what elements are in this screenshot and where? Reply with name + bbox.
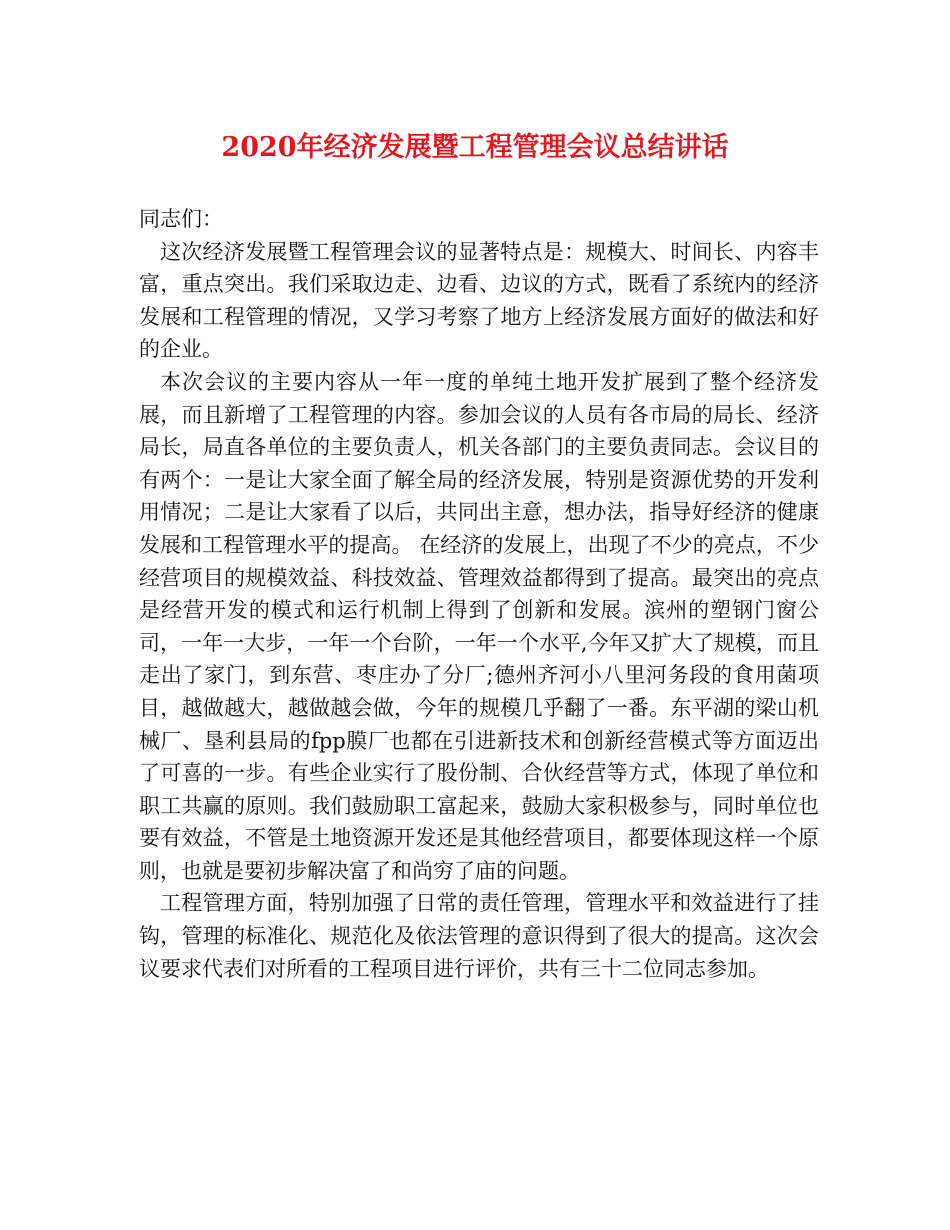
document-title: 2020年经济发展暨工程管理会议总结讲话 [221,132,729,163]
document-body [139,203,819,985]
paragraph-2: 本次会议的主要内容从一年一度的单纯土地开发扩展到了整个经济发展，而且新增了工程管理的内容。参加会议的人员有各市局的局长、经济局长，局直各单位的主要负责人，机关各部门的主要负责同志。会议目的有两个：一是让大家全面了解全局的经济发展，特别是资源优势的开发利用情况；二是让大家看了以后，共同出主意，想办法，指导好经济的健康发展和工程管理水平的提高。 在经济的发展上，出现了不少的亮点，不少经营项目的规模效益、科技效益、管理效益都得到了提高。最突出的亮点是经营开发的模式和运行机制上得到了创新和发展。滨州的塑钢门窗公司，一年一大步，一年一个台阶，一年一个水平,今年又扩大了规模，而且走出了家门，到东营、枣庄办了分厂;德州齐河小八里河务段的食用菌项目，越做越大，越做越会做，今年的规模几乎翻了一番。东平湖的梁山机械厂、垦利县局的fpp膜厂也都在引进新技术和创新经营模式等方面迈出了可喜的一步。有些企业实行了股份制、合伙经营等方式，体现了单位和职工共赢的原则。我们鼓励职工富起来，鼓励大家积极参与，同时单位也要有效益，不管是土地资源开发还是其他经营项目，都要体现这样一个原则，也就是要初步解决富了和尚穷了庙的问题。 [139,369,819,883]
paragraph-1: 这次经济发展暨工程管理会议的显著特点是：规模大、时间长、内容丰富，重点突出。我们采取边走、边看、边议的方式，既看了系统内的经济发展和工程管理的情况，又学习考察了地方上经济发展方面好的做法和好的企业。 [139,239,819,362]
paragraph-3: 工程管理方面，特别加强了日常的责任管理，管理水平和效益进行了挂钩，管理的标准化、规范化及依法管理的意识得到了很大的提高。这次会议要求代表们对所看的工程项目进行评价，共有三十二位同志参加。 [139,891,819,981]
greeting: 同志们： [139,207,223,231]
